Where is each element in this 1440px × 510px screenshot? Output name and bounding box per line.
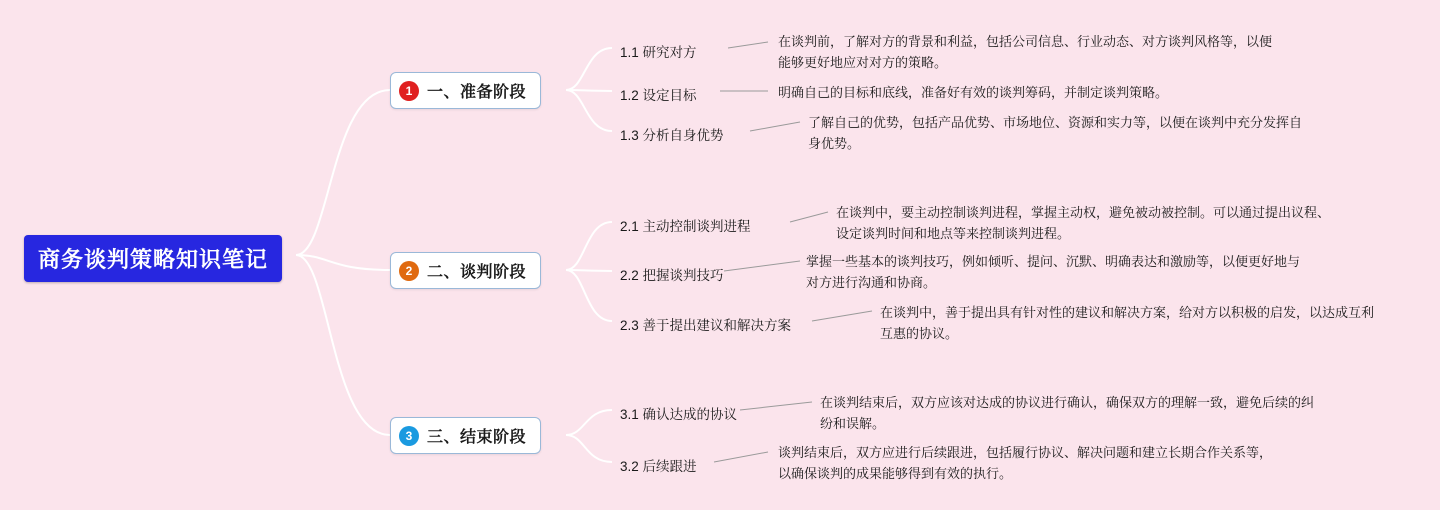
branch-node-3[interactable] [390, 417, 541, 454]
detail-text-2-3: 在谈判中，善于提出具有针对性的建议和解决方案，给对方以积极的启发，以达成互利互惠的协议。 [880, 305, 1375, 341]
topic-label-3-2[interactable]: 3.2 后续跟进 [620, 459, 697, 474]
topic-label-3-1[interactable]: 3.1 确认达成的协议 [620, 407, 738, 422]
detail-text-1-2: 明确自己的目标和底线，准备好有效的谈判筹码，并制定谈判策略。 [778, 85, 1169, 100]
detail-text-3-1: 在谈判结束后，双方应该对达成的协议进行确认，确保双方的理解一致，避免后续的纠纷和误解。 [820, 395, 1315, 431]
detail-text-3-2: 谈判结束后，双方应进行后续跟进，包括履行协议、解决问题和建立长期合作关系等，以确保谈判的成果能够得到有效的执行。 [778, 445, 1273, 481]
branch-badge-3: 3 [399, 426, 419, 446]
detail-text-1-3: 了解自己的优势，包括产品优势、市场地位、资源和实力等，以便在谈判中充分发挥自身优势。 [808, 115, 1303, 151]
topic-label-2-3[interactable]: 2.3 善于提出建议和解决方案 [620, 318, 792, 333]
detail-text-2-2: 掌握一些基本的谈判技巧，例如倾听、提问、沉默、明确表达和激励等，以便更好地与对方进行沟通和协商。 [806, 254, 1301, 290]
branch-node-1[interactable] [390, 72, 541, 109]
root-node[interactable] [24, 235, 282, 282]
root-label: 商务谈判策略知识笔记 [38, 247, 269, 272]
detail-text-2-1: 在谈判中，要主动控制谈判进程，掌握主动权，避免被动被控制。可以通过提出议程、设定谈判时间和地点等来控制谈判进程。 [836, 205, 1331, 241]
topic-label-2-1[interactable]: 2.1 主动控制谈判进程 [620, 219, 751, 234]
topic-label-2-2[interactable]: 2.2 把握谈判技巧 [620, 268, 724, 283]
topic-label-1-3[interactable]: 1.3 分析自身优势 [620, 128, 724, 143]
branch-label-2: 二、谈判阶段 [427, 264, 527, 281]
branch-label-3: 三、结束阶段 [427, 429, 527, 446]
branch-badge-1: 1 [399, 81, 419, 101]
topic-label-1-1[interactable]: 1.1 研究对方 [620, 45, 697, 60]
detail-text-1-1: 在谈判前，了解对方的背景和利益，包括公司信息、行业动态、对方谈判风格等，以便能够更好地应对对方的策略。 [778, 34, 1273, 70]
topic-label-1-2[interactable]: 1.2 设定目标 [620, 88, 697, 103]
branch-node-2[interactable] [390, 252, 541, 289]
branch-label-1: 一、准备阶段 [427, 84, 527, 101]
branch-badge-2: 2 [399, 261, 419, 281]
